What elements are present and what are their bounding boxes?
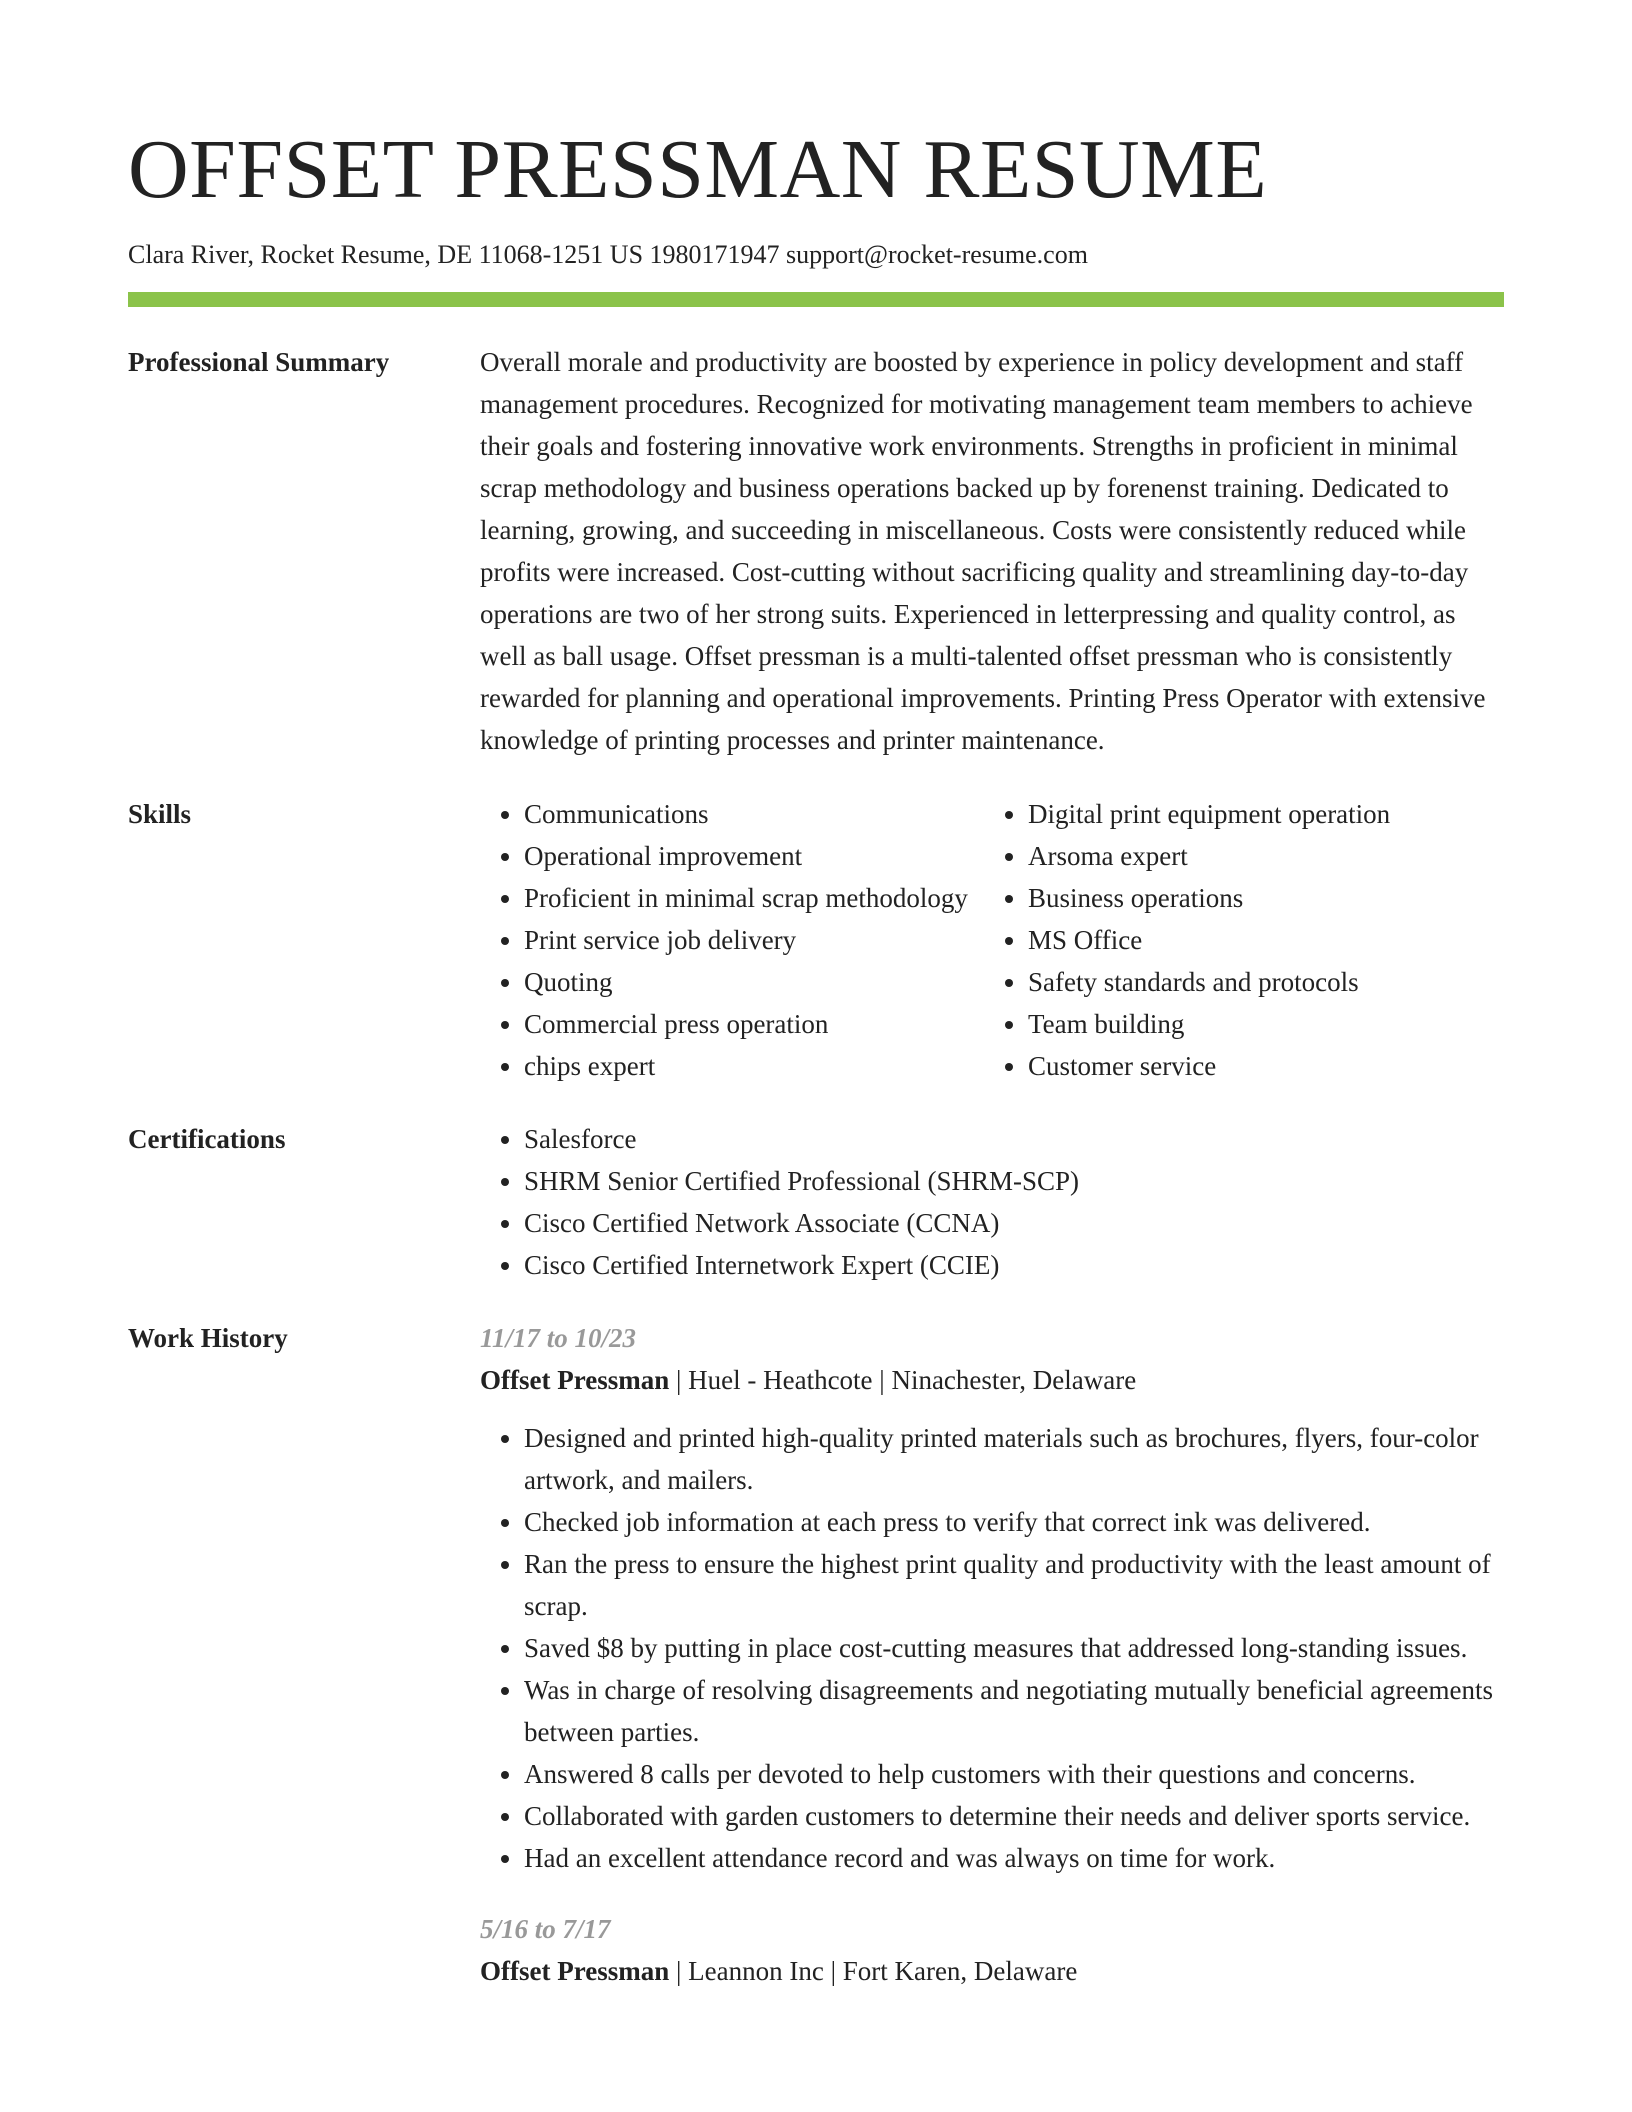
job-separator: |: [823, 1956, 843, 1986]
skill-item: • MS Office: [1028, 919, 1504, 961]
skills-column-2: [984, 793, 1504, 1087]
responsibility-item: • Saved $8 by putting in place cost-cutting measures that addressed long-standing issues.: [524, 1627, 1504, 1669]
skill-item: • Team building: [1028, 1003, 1504, 1045]
skills-column-1: [480, 793, 984, 1087]
job-separator: |: [669, 1956, 689, 1986]
resume-page: [128, 0, 1504, 1992]
skill-item: • Proficient in minimal scrap methodology: [524, 877, 984, 919]
responsibility-item: • Ran the press to ensure the highest print quality and productivity with the least amount of scrap.: [524, 1543, 1504, 1627]
skill-item: • Business operations: [1028, 877, 1504, 919]
professional-summary-section: [128, 341, 1504, 761]
section-label-work-history: Work History: [128, 1323, 288, 1353]
responsibility-item: • Was in charge of resolving disagreements and negotiating mutually beneficial agreements between parties.: [524, 1669, 1504, 1753]
job-entry: [480, 1317, 1504, 1879]
skill-item: • Arsoma expert: [1028, 835, 1504, 877]
resume-title: OFFSET PRESSMAN RESUME: [128, 123, 1268, 216]
responsibility-item: • Checked job information at each press to verify that correct ink was delivered.: [524, 1501, 1504, 1543]
job-title: Offset Pressman: [480, 1956, 670, 1986]
section-label-summary: Professional Summary: [128, 347, 390, 377]
responsibility-item: • Had an excellent attendance record and was always on time for work.: [524, 1837, 1504, 1879]
responsibility-item: • Collaborated with garden customers to determine their needs and deliver sports service.: [524, 1795, 1504, 1837]
job-heading: [480, 1950, 1504, 1992]
skill-item: • Operational improvement: [524, 835, 984, 877]
job-dates: 11/17 to 10/23: [480, 1323, 637, 1353]
skill-item: • Digital print equipment operation: [1028, 793, 1504, 835]
responsibility-item: • Answered 8 calls per devoted to help customers with their questions and concerns.: [524, 1753, 1504, 1795]
job-responsibilities: [480, 1417, 1504, 1879]
certification-item: • Salesforce: [524, 1118, 1504, 1160]
job-heading: [480, 1359, 1504, 1401]
skill-item: • Commercial press operation: [524, 1003, 984, 1045]
certifications-section: [128, 1118, 1504, 1286]
job-company: Huel - Heathcote: [688, 1365, 873, 1395]
certification-item: • Cisco Certified Internetwork Expert (CCIE): [524, 1244, 1504, 1286]
job-separator: |: [872, 1365, 892, 1395]
contact-line: Clara River, Rocket Resume, DE 11068-1251 US 1980171947 support@rocket-resume.com: [128, 240, 1088, 269]
job-company: Leannon Inc: [688, 1956, 824, 1986]
job-location: Fort Karen, Delaware: [842, 1956, 1078, 1986]
certification-item: • SHRM Senior Certified Professional (SHRM-SCP): [524, 1160, 1504, 1202]
accent-divider: [128, 292, 1504, 307]
skill-item: • Customer service: [1028, 1045, 1504, 1087]
work-history-section: [128, 1317, 1504, 1992]
job-location: Ninachester, Delaware: [891, 1365, 1137, 1395]
skill-item: • Print service job delivery: [524, 919, 984, 961]
skills-section: [128, 793, 1504, 1087]
skill-item: • chips expert: [524, 1045, 984, 1087]
job-dates: 5/16 to 7/17: [480, 1914, 611, 1944]
section-label-skills: Skills: [128, 799, 192, 829]
certification-item: • Cisco Certified Network Associate (CCNA): [524, 1202, 1504, 1244]
section-label-certifications: Certifications: [128, 1124, 286, 1154]
responsibility-item: • Designed and printed high-quality printed materials such as brochures, flyers, four-color artwork, and mailers.: [524, 1417, 1504, 1501]
skill-item: • Communications: [524, 793, 984, 835]
job-separator: |: [669, 1365, 689, 1395]
job-entry: [480, 1908, 1504, 1992]
job-title: Offset Pressman: [480, 1365, 670, 1395]
skills-grid: [480, 793, 1504, 1087]
skill-item: • Quoting: [524, 961, 984, 1003]
summary-text: Overall morale and productivity are boosted by experience in policy development and staff management procedures. Recognized for motivating management team members to achieve their goals and fostering innovative work environments. Strengths in proficient in minimal scrap methodology and business operations backed up by forenenst training. Dedicated to learning, growing, and succeeding in miscellaneous. Costs were consistently reduced while profits were increased. Cost-cutting without sacrificing quality and streamlining day-to-day operations are two of her strong suits. Experienced in letterpressing and quality control, as well as ball usage. Offset pressman is a multi-talented offset pressman who is consistently rewarded for planning and operational improvements. Printing Press Operator with extensive knowledge of printing processes and printer maintenance.: [480, 347, 1486, 755]
certifications-list: [480, 1118, 1504, 1286]
skill-item: • Safety standards and protocols: [1028, 961, 1504, 1003]
